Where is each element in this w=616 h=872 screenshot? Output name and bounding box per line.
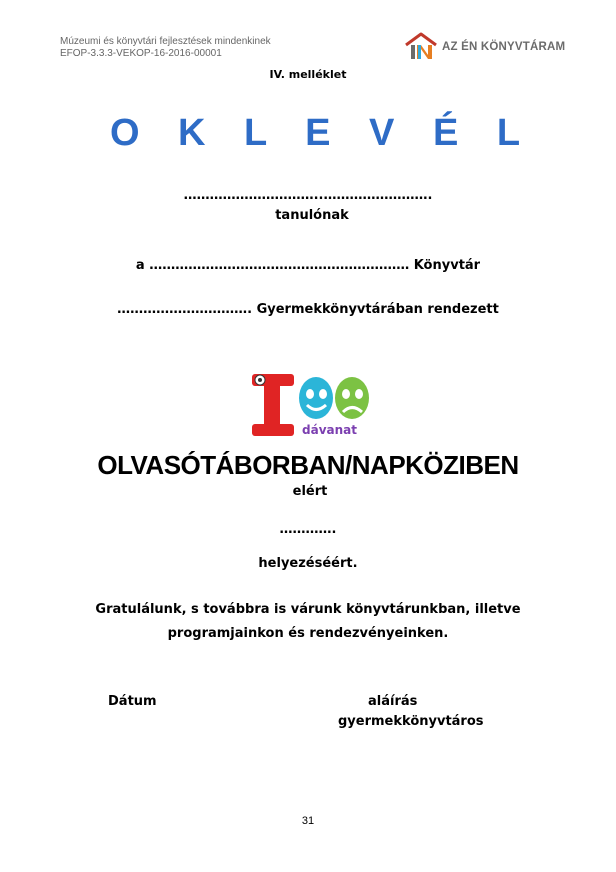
page-number: 31 (301, 815, 315, 827)
certificate-title: O K L E V É L (109, 112, 535, 154)
congrats-line-1: Gratulálunk, s továbbra is várunk könyvtárunkban, illetve (95, 602, 521, 617)
date-label: Dátum (108, 694, 157, 709)
logo-text: AZ ÉN KÖNYVTÁRAM (442, 41, 566, 53)
placement-label: helyezéséért. (258, 556, 358, 571)
header-project-title: Múzeumi és könyvtári fejlesztések mindenkinek (60, 36, 271, 47)
signature-label: aláírás (368, 694, 418, 709)
library-house-icon (404, 31, 438, 63)
annex-label: IV. melléklet (269, 68, 347, 81)
library-logo (404, 30, 565, 64)
event-logo-image (246, 370, 376, 438)
header-project-info (60, 36, 271, 60)
recipient-label: tanulónak (275, 208, 349, 223)
achieved-label: elért (292, 484, 328, 499)
children-library-line: …………………………. Gyermekkönyvtárában rendezett (117, 302, 499, 317)
event-logo-word: dávanat (302, 423, 357, 437)
signature-role: gyermekkönyvtáros (338, 714, 484, 729)
congrats-line-2: programjainkon és rendezvényeinken. (167, 626, 449, 641)
name-blank: …………………………..……………………. (183, 188, 433, 203)
placement-blank: …………. (279, 522, 337, 537)
event-title: OLVASÓTÁBORBAN/NAPKÖZIBEN (97, 450, 519, 480)
library-line: a …………………………………………………… Könyvtár (135, 258, 481, 273)
header-project-code: EFOP-3.3.3-VEKOP-16-2016-00001 (60, 48, 222, 59)
